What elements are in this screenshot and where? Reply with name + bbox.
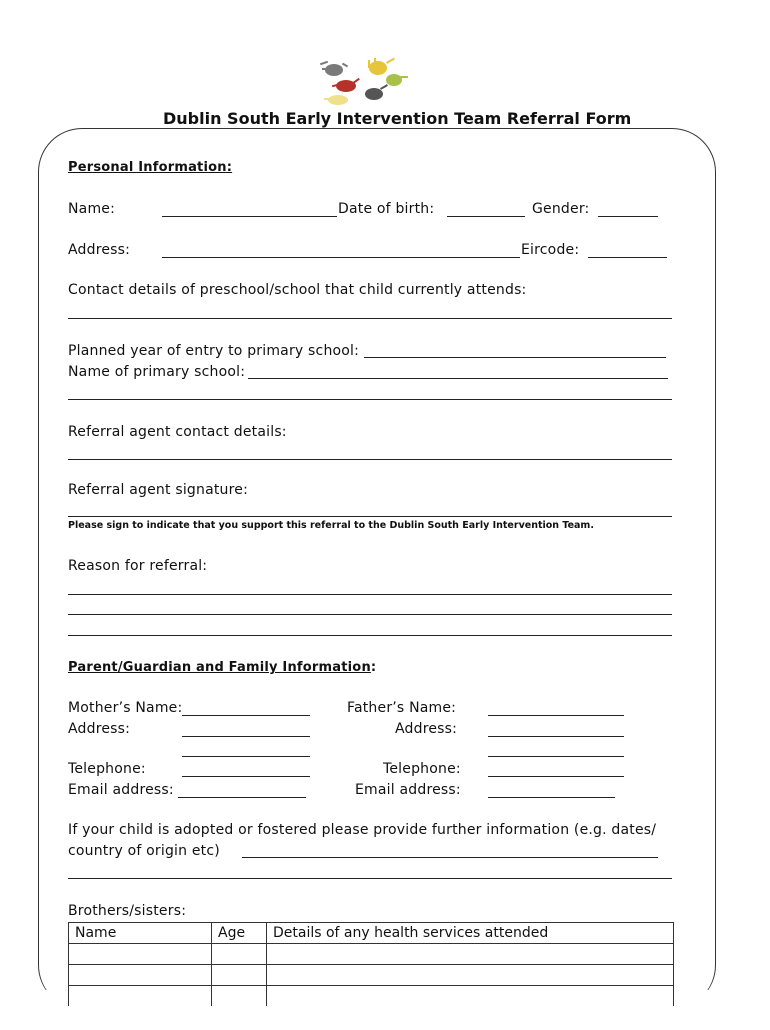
mother-name-label: Mother’s Name: (68, 700, 183, 716)
siblings-table (68, 922, 674, 1006)
col-header-name: Name (69, 923, 212, 944)
father-name-label: Father’s Name: (347, 700, 457, 716)
primary-school-label: Name of primary school: (68, 364, 246, 380)
mother-name-field[interactable] (182, 715, 310, 716)
sign-note: Please sign to indicate that you support this referral to the Dublin South Early Intervention Team. (68, 520, 594, 531)
name-label: Name: (68, 201, 116, 217)
handprint-darkgrey (365, 84, 388, 100)
handprint-lightyellow (324, 95, 348, 105)
family-heading-text: Parent/Guardian and Family Information (68, 660, 371, 675)
father-address-label: Address: (395, 721, 458, 737)
gender-label: Gender: (532, 201, 590, 217)
table-row[interactable] (69, 944, 674, 965)
father-name-field[interactable] (488, 715, 624, 716)
family-heading (68, 660, 376, 675)
father-email-field[interactable] (488, 797, 615, 798)
address-label: Address: (68, 242, 131, 258)
primary-school-field-2[interactable] (68, 399, 672, 400)
handprints-logo (312, 56, 412, 108)
referral-contact-field[interactable] (68, 459, 672, 460)
eircode-label: Eircode: (521, 242, 580, 258)
father-phone-label: Telephone: (383, 761, 461, 777)
mother-email-field[interactable] (178, 797, 306, 798)
dob-label: Date of birth: (338, 201, 435, 217)
handprint-green (386, 74, 408, 86)
father-address-field-1[interactable] (488, 736, 624, 737)
reason-field-1[interactable] (68, 594, 672, 595)
father-address-field-2[interactable] (488, 756, 624, 757)
reason-field-2[interactable] (68, 614, 672, 615)
table-row[interactable] (69, 965, 674, 986)
table-header-row (69, 923, 674, 944)
adopted-text-line2: country of origin etc) (68, 843, 220, 859)
reason-label: Reason for referral: (68, 558, 208, 574)
primary-school-field[interactable] (248, 378, 668, 379)
adopted-text-line1: If your child is adopted or fostered please provide further information (e.g. dates/ (68, 822, 657, 838)
referral-signature-label: Referral agent signature: (68, 482, 248, 498)
mother-phone-label: Telephone: (68, 761, 146, 777)
col-header-details: Details of any health services attended (267, 923, 674, 944)
name-field[interactable] (162, 216, 337, 217)
mother-address-field-2[interactable] (182, 756, 310, 757)
reason-field-3[interactable] (68, 635, 672, 636)
referral-signature-field[interactable] (68, 516, 672, 517)
handprint-grey (320, 61, 348, 76)
table-row[interactable] (69, 986, 674, 1007)
form-title: Dublin South Early Intervention Team Referral Form (163, 109, 632, 128)
gender-field[interactable] (598, 216, 658, 217)
mother-email-label: Email address: (68, 782, 174, 798)
dob-field[interactable] (447, 216, 525, 217)
personal-heading: Personal Information: (68, 160, 233, 175)
school-contact-field[interactable] (68, 318, 672, 319)
mother-address-field-1[interactable] (182, 736, 310, 737)
adopted-field-1[interactable] (242, 857, 658, 858)
mother-phone-field[interactable] (182, 776, 310, 777)
address-field[interactable] (162, 257, 520, 258)
mother-address-label: Address: (68, 721, 131, 737)
planned-year-field[interactable] (364, 357, 666, 358)
eircode-field[interactable] (588, 257, 667, 258)
adopted-field-2[interactable] (68, 878, 672, 879)
handprint-red (332, 78, 360, 92)
father-phone-field[interactable] (488, 776, 624, 777)
planned-year-label: Planned year of entry to primary school: (68, 343, 360, 359)
referral-contact-label: Referral agent contact details: (68, 424, 287, 440)
father-email-label: Email address: (355, 782, 461, 798)
family-heading-colon: : (370, 660, 377, 675)
siblings-label: Brothers/sisters: (68, 903, 187, 919)
col-header-age: Age (212, 923, 267, 944)
school-contact-label: Contact details of preschool/school that child currently attends: (68, 282, 527, 298)
handprint-yellow (368, 58, 395, 75)
